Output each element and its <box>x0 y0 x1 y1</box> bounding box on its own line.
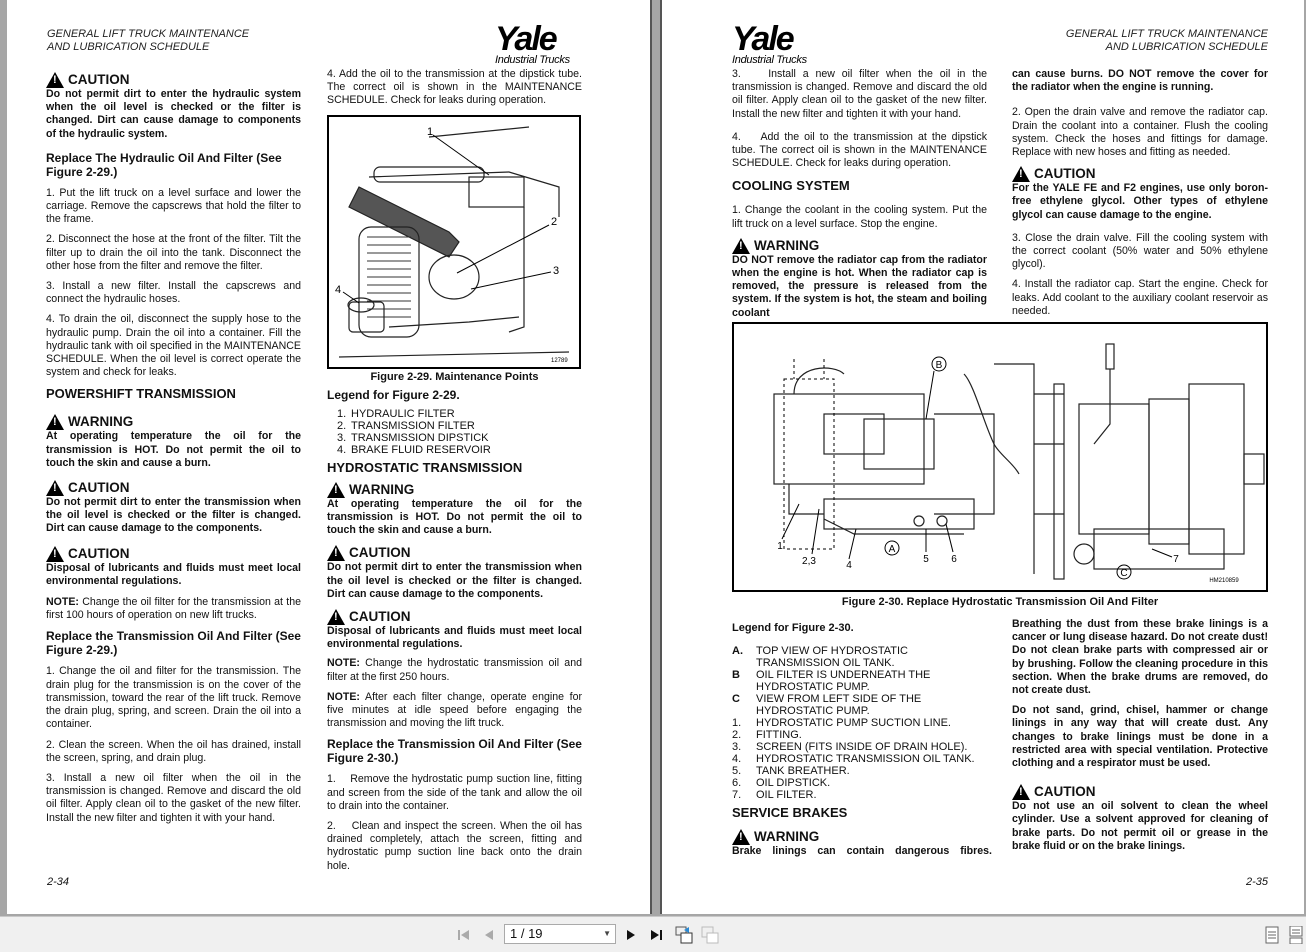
last-page-icon <box>649 928 663 942</box>
svg-text:6: 6 <box>951 554 957 565</box>
warning-triangle-icon <box>1012 784 1030 800</box>
go-forward-view-button[interactable] <box>700 926 720 944</box>
caution-block: ! CAUTION For the YALE FE and F2 engines, use only boron-free ethylene glycol. Other types of ethylene glycol can cause damage to the engine. <box>1012 166 1268 222</box>
page-number-select[interactable]: 1 / 19 ▼ <box>504 924 616 944</box>
right-page-column-1b <box>732 619 992 864</box>
right-page-column-2 <box>1012 68 1268 325</box>
yale-logo: Yale Industrial Trucks <box>495 20 570 66</box>
step: 2. Clean and inspect the screen. When the oil has drained completely, attach the screen, fitting and hydrostatic pump suction line back onto the drain hole. <box>327 820 585 872</box>
svg-text:A: A <box>888 544 896 555</box>
maintenance-points-illustration <box>329 117 579 367</box>
svg-text:C: C <box>1120 568 1128 579</box>
warning-triangle-icon <box>46 72 64 88</box>
warning-block: ! WARNING Brake linings can contain dangerous fibres. <box>732 829 992 858</box>
step: 2. Disconnect the hose at the front of the filter. Tilt the filter up to drain the oil into the tank. Disconnect the other hose from the filter and remove the filter. <box>46 233 301 272</box>
paragraph: Do not sand, grind, chisel, hammer or change linings in any way that will create dust. Any changes to brake linings must be done in a restricted area with special ventilation. Protective clothing and a respirator must be used. <box>1012 704 1268 770</box>
figure-2-30 <box>732 322 1268 592</box>
warning-triangle-icon <box>1012 166 1030 182</box>
warning-triangle-icon <box>732 829 750 845</box>
subheading: Replace The Hydraulic Oil And Filter (See Figure 2-29.) <box>46 150 282 179</box>
legend-item: 4. HYDROSTATIC TRANSMISSION OIL TANK. <box>732 753 975 765</box>
figure-caption: Figure 2-30. Replace Hydrostatic Transmission Oil And Filter <box>841 596 1159 608</box>
legend-item: 2. FITTING. <box>732 729 802 741</box>
step: 4. To drain the oil, disconnect the supply hose to the hydraulic pump. Drain the oil into a container. Fill the hydraulic tank with oil specified in the MAINTENANCE SCHEDULE. When the oil level is correct operate the system and check for leaks. <box>46 313 301 379</box>
step: 3. Install a new filter. Install the capscrews and connect the hydraulic hoses. <box>46 280 301 306</box>
step: 1. Change the coolant in the cooling system. Put the lift truck on a level surface. Stop the engine. <box>732 204 987 230</box>
legend-item: 3. TRANSMISSION DIPSTICK <box>337 431 489 444</box>
right-page-column-1 <box>732 68 990 326</box>
note: NOTE: Change the hydrostatic transmission oil and filter at the first 250 hours. <box>327 657 582 683</box>
chevron-down-icon: ▼ <box>603 929 611 938</box>
page-gutter <box>652 0 658 914</box>
svg-text:4: 4 <box>335 283 342 296</box>
note: NOTE: Change the oil filter for the transmission at the first 100 hours of operation on new lift trucks. <box>46 596 301 622</box>
legend-item: 2. TRANSMISSION FILTER <box>337 419 475 432</box>
warning-triangle-icon <box>46 414 64 430</box>
svg-text:B: B <box>935 360 943 371</box>
legend-item: A. TOP VIEW OF HYDROSTATIC TRANSMISSION OIL TANK. <box>732 645 908 669</box>
previous-page-icon <box>483 928 495 942</box>
page-number: 2-35 <box>1245 876 1268 888</box>
legend-title: Legend for Figure 2-29. <box>327 387 460 402</box>
section-heading: POWERSHIFT TRANSMISSION <box>46 386 236 402</box>
figure-caption: Figure 2-29. Maintenance Points <box>370 370 539 383</box>
running-header: GENERAL LIFT TRUCK MAINTENANCE AND LUBRICATION SCHEDULE <box>1065 28 1268 53</box>
warning-block: ! WARNING At operating temperature the oil for the transmission is HOT. Do not permit the oil to touch the skin and cause a burn. <box>327 482 582 538</box>
page-2-35 <box>660 0 1304 914</box>
caution-block: ! CAUTION Do not permit dirt to enter the transmission when the oil level is checked or the filter is changed. Dirt can cause damage to the components. <box>327 545 582 601</box>
warning-triangle-icon <box>327 545 345 561</box>
continuous-view-button[interactable] <box>1288 926 1304 944</box>
single-page-view-button[interactable] <box>1264 926 1280 944</box>
first-page-icon <box>457 928 471 942</box>
single-page-icon <box>1265 926 1279 944</box>
step: 2. Clean the screen. When the oil has drained, install the screen, spring, and drain plug. <box>46 738 301 764</box>
svg-text:3: 3 <box>553 264 560 277</box>
step: 1. Put the lift truck on a level surface and lower the carriage. Remove the capscrews that hold the filter to the frame. <box>46 186 301 226</box>
caution-block: ! CAUTION Disposal of lubricants and fluids must meet local environmental regulations. <box>46 546 301 588</box>
svg-text:7: 7 <box>1173 554 1179 565</box>
left-page-column-2 <box>327 68 585 880</box>
note: NOTE: After each filter change, operate engine for five minutes at idle speed before engaging the transmission and moving the lift truck. <box>327 690 582 730</box>
step: 1. Change the oil and filter for the transmission. The drain plug for the transmission is on the cover of the transmission, toward the rear of the lift truck. Remove the drain plug, spring, and screen. Drain the oil into a container. <box>46 665 301 731</box>
legend-item: 7. OIL FILTER. <box>732 789 817 801</box>
svg-text:2,3: 2,3 <box>802 556 816 567</box>
go-back-view-button[interactable] <box>674 926 694 944</box>
section-heading: COOLING SYSTEM <box>732 178 850 194</box>
first-page-button[interactable] <box>456 926 472 944</box>
step: 4. Add the oil to the transmission at the dipstick tube. The correct oil is shown in the MAINTENANCE SCHEDULE. Check for leaks during operation. <box>732 130 990 170</box>
caution-block: ! CAUTION Do not permit dirt to enter the hydraulic system when the oil level is checked or the filter is changed. Dirt can cause damage to components of the hydraulic system. <box>46 72 301 141</box>
page-2-34 <box>7 0 652 914</box>
legend-item: B OIL FILTER IS UNDERNEATH THE HYDROSTATIC PUMP. <box>732 669 931 693</box>
warning-continuation: can cause burns. DO NOT remove the cover for the radiator when the engine is running. <box>1012 68 1268 94</box>
legend-item: 3. SCREEN (FITS INSIDE OF DRAIN HOLE). <box>732 741 968 753</box>
svg-text:1: 1 <box>427 125 434 138</box>
legend-list <box>327 408 582 456</box>
right-page-column-2b <box>1012 618 1268 859</box>
back-view-icon <box>675 926 693 944</box>
step: 3. Close the drain valve. Fill the cooling system with the correct coolant (50% water and 50% ethylene glycol). <box>1012 231 1268 271</box>
section-heading: SERVICE BRAKES <box>732 805 848 820</box>
warning-triangle-icon <box>327 609 345 625</box>
left-page-column-1 <box>46 72 301 832</box>
previous-page-button[interactable] <box>482 926 496 944</box>
step: 3. Install a new oil filter when the oil in the transmission is changed. Remove and discard the old oil filter. Apply clean oil to the gasket of the new filter. Install the new filter and tighten it with your hand. <box>46 771 301 824</box>
legend-item: C VIEW FROM LEFT SIDE OF THE HYDROSTATIC PUMP. <box>732 693 922 717</box>
caution-block: ! CAUTION Do not permit dirt to enter the transmission when the oil level is checked or the filter is changed. Dirt can cause damage to the components. <box>46 480 301 536</box>
page-number: 2-34 <box>47 876 70 888</box>
warning-triangle-icon <box>46 546 64 562</box>
caution-block: ! CAUTION Do not use an oil solvent to clean the wheel cylinder. Use a solvent approved for cleaning of brake parts. Do not permit oil or grease in the brake fluid or on the brake linings. <box>1012 784 1268 853</box>
step: 4. Add the oil to the transmission at the dipstick tube. The correct oil is shown in the MAINTENANCE SCHEDULE. Check for leaks during operation. <box>327 68 582 107</box>
warning-triangle-icon <box>327 482 345 498</box>
subheading: Replace the Transmission Oil And Filter (See Figure 2-30.) <box>327 737 582 766</box>
legend-item: 4. BRAKE FLUID RESERVOIR <box>337 443 491 456</box>
legend-title: Legend for Figure 2-30. <box>732 622 854 634</box>
step: 1. Remove the hydrostatic pump suction line, fitting and screen from the side of the tank and allow the oil to drain into the container. <box>327 773 585 812</box>
step: 4. Install the radiator cap. Start the engine. Check for leaks. Add coolant to the auxiliary coolant reservoir as needed. <box>1012 278 1268 317</box>
svg-text:1: 1 <box>777 541 783 552</box>
legend-item: 5. TANK BREATHER. <box>732 765 850 777</box>
warning-triangle-icon <box>732 238 750 254</box>
legend-item: 6. OIL DIPSTICK. <box>732 777 831 789</box>
warning-block: ! WARNING DO NOT remove the radiator cap from the radiator when the engine is hot. When the radiator cap is removed, the pressure is released from the system. If the system is hot, the steam and boiling coolant <box>732 238 987 320</box>
paragraph: Breathing the dust from these brake linings is a cancer or lung disease hazard. Do not create dust! Do not clean brake parts with compressed air or by brushing. Follow the cleaning procedure in this section. When the brake drums are removed, do not create dust. <box>1012 618 1268 697</box>
forward-view-icon <box>701 926 719 944</box>
caution-block: ! CAUTION Disposal of lubricants and fluids must meet local environmental regulations. <box>327 609 582 651</box>
next-page-button[interactable] <box>624 926 638 944</box>
svg-text:5: 5 <box>923 554 929 565</box>
next-page-icon <box>625 928 637 942</box>
subheading: Replace the Transmission Oil And Filter (See Figure 2-29.) <box>46 629 301 658</box>
step: 2. Open the drain valve and remove the radiator cap. Drain the coolant into a container. Flush the cooling system. Check the hoses and fittings for damage. Replace with new hoses and fitting as needed. <box>1012 106 1268 159</box>
viewer-toolbar <box>0 916 1306 952</box>
legend-item: 1. HYDROSTATIC PUMP SUCTION LINE. <box>732 717 951 729</box>
warning-triangle-icon <box>46 480 64 496</box>
last-page-button[interactable] <box>648 926 664 944</box>
section-heading: HYDROSTATIC TRANSMISSION <box>327 459 523 475</box>
legend-item: 1. HYDRAULIC FILTER <box>337 407 455 420</box>
svg-text:12789: 12789 <box>551 357 568 364</box>
warning-block: ! WARNING At operating temperature the oil for the transmission is HOT. Do not permit the oil to touch the skin and cause a burn. <box>46 414 301 470</box>
hydrostatic-transmission-illustration <box>734 324 1266 590</box>
continuous-pages-icon <box>1289 926 1303 944</box>
yale-logo: Yale Industrial Trucks <box>732 20 807 66</box>
svg-text:4: 4 <box>846 560 852 571</box>
svg-text:HM210859: HM210859 <box>1209 578 1239 584</box>
step: 3. Install a new oil filter when the oil in the transmission is changed. Remove and discard the old oil filter. Apply clean oil to the gasket of the new filter. Install the new filter and tighten it with your hand. <box>732 68 990 120</box>
legend-list <box>732 645 992 801</box>
svg-text:2: 2 <box>551 215 558 228</box>
running-header: GENERAL LIFT TRUCK MAINTENANCE AND LUBRICATION SCHEDULE <box>47 28 250 53</box>
figure-2-29 <box>327 115 581 369</box>
